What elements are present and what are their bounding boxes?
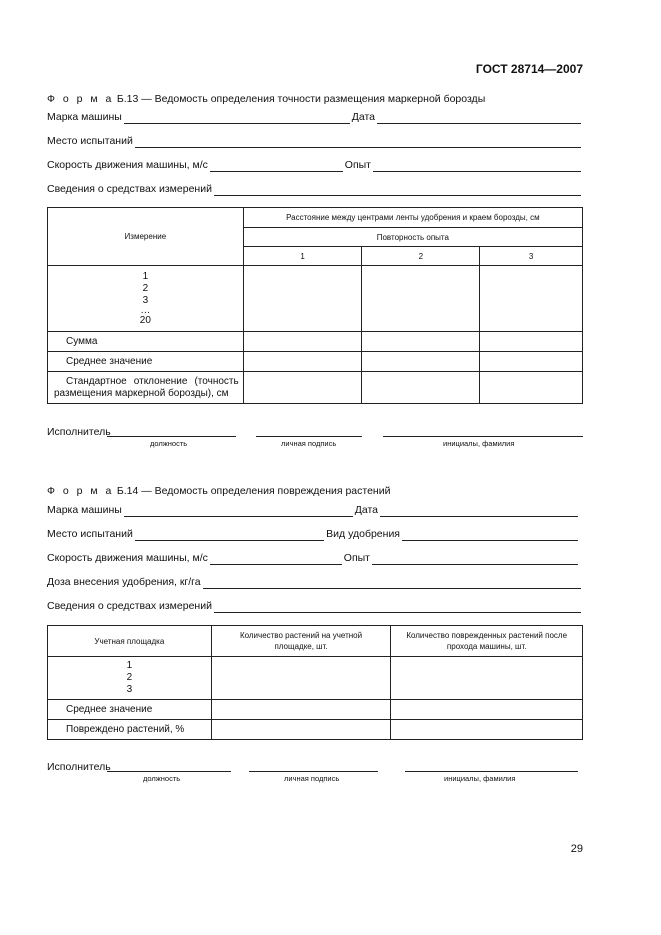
row-num: 2 (142, 282, 149, 294)
form14-speed-row (47, 549, 580, 565)
form13-cell[interactable] (243, 352, 362, 372)
form14-speed-label: Скорость движения машины, м/с (47, 552, 208, 564)
row-num: 20 (139, 314, 151, 326)
form13-cell[interactable] (480, 352, 583, 372)
form13-trial-field[interactable] (373, 160, 581, 172)
form14-date-field[interactable] (380, 505, 578, 517)
form13-cell[interactable] (480, 372, 583, 404)
form13-means-row (47, 180, 583, 196)
form14-place-field[interactable] (135, 529, 324, 541)
form13-cell[interactable] (362, 266, 480, 332)
form13-cell[interactable] (243, 266, 362, 332)
form13-cap-name: инициалы, фамилия (443, 439, 515, 448)
form13-sum-label: Сумма (48, 332, 244, 352)
form13-date-label: Дата (351, 111, 375, 123)
page-number: 29 (570, 843, 583, 855)
form14-dose-label: Доза внесения удобрения, кг/га (47, 576, 201, 588)
form14-place-row (47, 525, 580, 541)
form14-means-field[interactable] (214, 601, 581, 613)
form14-cell[interactable] (391, 720, 583, 740)
form13-brand-row (47, 108, 583, 124)
form14-name-line[interactable] (405, 771, 578, 772)
form13-title-text: Б.13 — Ведомость определения точности размещения маркерной борозды (116, 93, 486, 105)
form13-cell[interactable] (362, 352, 480, 372)
form14-cell[interactable] (211, 657, 391, 700)
form13-trial-label: Опыт (344, 159, 371, 171)
form14-means-row (47, 597, 583, 613)
form13-word: Ф о р м а (47, 93, 114, 105)
document-code: ГОСТ 28714—2007 (475, 62, 583, 76)
form13-speed-field[interactable] (210, 160, 343, 172)
form14-brand-row (47, 501, 580, 517)
form13-name-line[interactable] (383, 436, 583, 437)
form14-cap-signature: личная подпись (284, 774, 340, 783)
form13-date-field[interactable] (377, 112, 581, 124)
form14-cell[interactable] (211, 700, 391, 720)
form14-cell[interactable] (391, 700, 583, 720)
form13-cap-position: должность (150, 439, 188, 448)
form13-cell[interactable] (243, 372, 362, 404)
form14-col-plot: Учетная площадка (48, 626, 212, 657)
form13-mean-label: Среднее значение (48, 352, 244, 372)
form13-col-repeat: Повторность опыта (243, 228, 582, 247)
form14-trial-label: Опыт (343, 552, 370, 564)
form14-cell[interactable] (391, 657, 583, 700)
form14-mean-label: Среднее значение (48, 700, 212, 720)
form14-fert-field[interactable] (402, 529, 578, 541)
form14-brand-label: Марка машины (47, 504, 122, 516)
form14-row-numbers (48, 657, 212, 700)
form13-place-label: Место испытаний (47, 135, 133, 147)
form14-place-label: Место испытаний (47, 528, 133, 540)
form13-signature-line[interactable] (256, 436, 362, 437)
form14-fert-label: Вид удобрения (326, 528, 400, 540)
form14-col-damaged: Количество поврежденных растений после прохода машины, шт. (391, 626, 583, 657)
form13-cell[interactable] (243, 332, 362, 352)
form14-cap-position: должность (143, 774, 181, 783)
form13-means-label: Сведения о средствах измерений (47, 183, 212, 195)
row-num: … (140, 304, 151, 316)
form13-rep-3: 3 (480, 247, 583, 266)
form13-executor-label: Исполнитель (47, 426, 111, 438)
form14-brand-field[interactable] (124, 505, 353, 517)
form14-cell[interactable] (211, 720, 391, 740)
form13-col-measure: Измерение (48, 208, 244, 266)
form13-std-label: Стандартное отклонение (точность размещения маркерной борозды), см (48, 372, 244, 404)
row-num: 1 (142, 270, 149, 282)
form13-row-numbers (48, 266, 244, 332)
form14-damaged-label: Повреждено растений, % (48, 720, 212, 740)
form14-speed-field[interactable] (210, 553, 342, 565)
form13-rep-1: 1 (243, 247, 362, 266)
row-num: 2 (126, 672, 133, 683)
form13-cell[interactable] (362, 332, 480, 352)
form14-title (47, 485, 390, 497)
form13-cell[interactable] (480, 332, 583, 352)
row-num: 3 (126, 684, 133, 695)
form14-signature-line[interactable] (249, 771, 378, 772)
form13-speed-label: Скорость движения машины, м/с (47, 159, 208, 171)
form14-executor-label: Исполнитель (47, 761, 111, 773)
form13-place-field[interactable] (135, 136, 581, 148)
form13-brand-field[interactable] (124, 112, 350, 124)
form14-dose-row (47, 573, 583, 589)
form14-title-text: Б.14 — Ведомость определения повреждения растений (116, 485, 391, 497)
form13-cell[interactable] (480, 266, 583, 332)
form14-means-label: Сведения о средствах измерений (47, 600, 212, 612)
form13-position-line[interactable] (107, 436, 236, 437)
row-num: 3 (142, 294, 149, 306)
form13-means-field[interactable] (214, 184, 581, 196)
row-num: 1 (126, 660, 133, 671)
form14-word: Ф о р м а (47, 485, 114, 497)
form14-trial-field[interactable] (372, 553, 578, 565)
form14-position-line[interactable] (107, 771, 231, 772)
form13-title (47, 93, 485, 105)
form13-cell[interactable] (362, 372, 480, 404)
form13-table (47, 207, 583, 404)
form14-table (47, 625, 583, 740)
form13-place-row (47, 132, 583, 148)
form14-date-label: Дата (354, 504, 378, 516)
form13-rep-2: 2 (362, 247, 480, 266)
form13-speed-row (47, 156, 583, 172)
form13-cap-signature: личная подпись (281, 439, 337, 448)
form14-dose-field[interactable] (203, 577, 581, 589)
form14-cap-name: инициалы, фамилия (444, 774, 516, 783)
form13-brand-label: Марка машины (47, 111, 122, 123)
form14-col-plants: Количество растений на учетной площадке, шт. (211, 626, 391, 657)
form13-col-distance: Расстояние между центрами ленты удобрения и краем борозды, см (243, 208, 582, 228)
